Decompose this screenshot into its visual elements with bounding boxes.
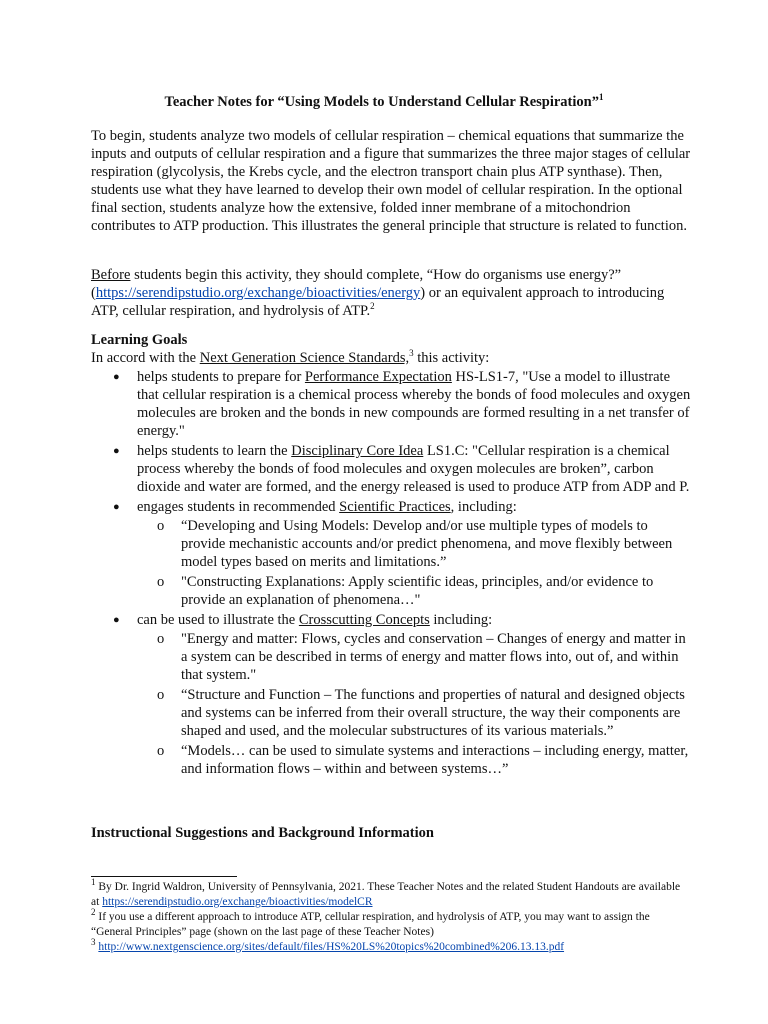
scientific-practices-term: Scientific Practices (339, 499, 451, 515)
model-cr-link[interactable]: https://serendipstudio.org/exchange/bioactivities/modelCR (102, 896, 373, 908)
b1-prefix: helps students to prepare for (137, 369, 305, 385)
footnote-2-number: 2 (91, 907, 96, 918)
before-text-1: students begin this activity, they should complete, “How do organisms use energy?” ( (91, 267, 622, 301)
sub-list-item (137, 630, 691, 684)
footnote-3 (91, 937, 691, 955)
learning-goals-list (91, 368, 691, 780)
b3-prefix: engages students in recommended (137, 499, 340, 515)
title-text: Teacher Notes for “Using Models to Understand Cellular Respiration” (164, 94, 599, 110)
sub-list-item (137, 517, 691, 571)
title-footnote-ref[interactable]: 1 (598, 92, 604, 103)
sub-bullet-icon: o (157, 631, 165, 647)
crosscutting-concepts-term: Crosscutting Concepts (298, 612, 430, 628)
b4-prefix: can be used to illustrate the (137, 612, 299, 628)
learning-goals-intro (91, 349, 691, 367)
b1-text: HS-LS1-7, "Use a model to illustrate that cellular respiration is a chemical process whereby the bonds of food molecules and oxygen molecules are broken and the bonds in new compounds are formed resulting in a net transfer of energy." (137, 369, 691, 439)
b2-text: LS1.C: "Cellular respiration is a chemical process whereby the bonds of food molecules and oxygen molecules are broken”, carbon dioxide and water are formed, and the energy released is used to produce ATP from ADP and P. (137, 443, 690, 495)
before-word: Before (91, 267, 131, 283)
footnote-1-number: 1 (91, 877, 96, 888)
sub-item-text: “Structure and Function – The functions and properties of natural and designed objects and systems can be inferred from their overall structure, the way their components are shaped and used, and the molecular substructures of its various materials.” (181, 687, 685, 739)
ngss-pdf-link[interactable]: http://www.nextgenscience.org/sites/default/files/HS%20LS%20topics%20combined%206.13.13.pdf (98, 941, 565, 953)
bullet-icon: ● (113, 501, 120, 513)
list-item (91, 368, 691, 440)
footnote-2 (91, 907, 691, 940)
footnote-2-text: If you use a different approach to introduce ATP, cellular respiration, and hydrolysis of ATP, you may want to assign the “General Principles” page (shown on the last page of these Teacher Notes) (91, 911, 650, 938)
footnote-divider (91, 876, 237, 877)
list-item (91, 442, 691, 496)
ngss-reference: Next Generation Science Standards, (199, 350, 410, 366)
footnotes (91, 877, 691, 955)
footnote-1-text: By Dr. Ingrid Waldron, University of Pennsylvania, 2021. These Teacher Notes and the related Student Handouts are available at (91, 881, 681, 908)
bullet-icon: ● (113, 614, 120, 626)
prerequisite-paragraph (91, 266, 691, 320)
sub-list-item (137, 686, 691, 740)
instructional-suggestions-heading: Instructional Suggestions and Background Information (91, 825, 434, 841)
sub-item-text: “Models… can be used to simulate systems and interactions – including energy, matter, and information flows – within and between systems…” (181, 743, 689, 777)
sub-item-text: "Constructing Explanations: Apply scientific ideas, principles, and/or evidence to provide an explanation of phenomena…" (181, 574, 654, 608)
performance-expectation-term: Performance Expectation (304, 369, 452, 385)
bullet-icon: ● (113, 371, 120, 383)
b3-text: , including: (450, 499, 517, 515)
before-text-2: ) or an equivalent approach to introducing ATP, cellular respiration, and hydrolysis of ATP. (91, 285, 665, 319)
energy-activity-link[interactable]: https://serendipstudio.org/exchange/bioactivities/energy (95, 285, 421, 301)
crosscutting-concepts-sublist (137, 630, 691, 778)
sub-list-item (137, 742, 691, 778)
b4-text: including: (429, 612, 493, 628)
footnote-3-number: 3 (91, 937, 96, 948)
intro-paragraph: To begin, students analyze two models of cellular respiration – chemical equations that summarize the inputs and outputs of cellular respiration and a figure that summarizes the three major stages of cellular respiration (glycolysis, the Krebs cycle, and the electron transport chain plus ATP synthase). Then, students use what they have learned to develop their own model of cellular respiration. In the optional final section, students analyze how the extensive, folded inner membrane of a mitochondrion contributes to ATP production. This illustrates the general principle that structure is related to function. (91, 128, 691, 234)
sub-bullet-icon: o (157, 687, 165, 703)
sub-item-text: “Developing and Using Models: Develop and/or use multiple types of models to provide mechanistic accounts and/or predict phenomena, and move flexibly between model types based on merits and limitations.” (181, 518, 673, 570)
sub-item-text: "Energy and matter: Flows, cycles and conservation – Changes of energy and matter in a system can be described in terms of energy and matter flows into, out of, and within that system." (181, 631, 686, 683)
sub-bullet-icon: o (157, 518, 165, 534)
disciplinary-core-idea-term: Disciplinary Core Idea (291, 443, 424, 459)
list-item (91, 611, 691, 778)
footnote-1 (91, 877, 691, 910)
scientific-practices-sublist (137, 517, 691, 609)
sub-bullet-icon: o (157, 574, 165, 590)
lg-intro-suffix: this activity: (413, 350, 490, 366)
page-title (0, 94, 768, 111)
ngss-footnote-ref[interactable]: 3 (409, 348, 414, 359)
before-footnote-ref[interactable]: 2 (370, 301, 375, 312)
learning-goals-heading: Learning Goals (91, 332, 188, 348)
sub-list-item (137, 573, 691, 609)
b2-prefix: helps students to learn the (137, 443, 292, 459)
sub-bullet-icon: o (157, 743, 165, 759)
lg-intro-prefix: In accord with the (91, 350, 200, 366)
bullet-icon: ● (113, 445, 120, 457)
list-item (91, 498, 691, 609)
